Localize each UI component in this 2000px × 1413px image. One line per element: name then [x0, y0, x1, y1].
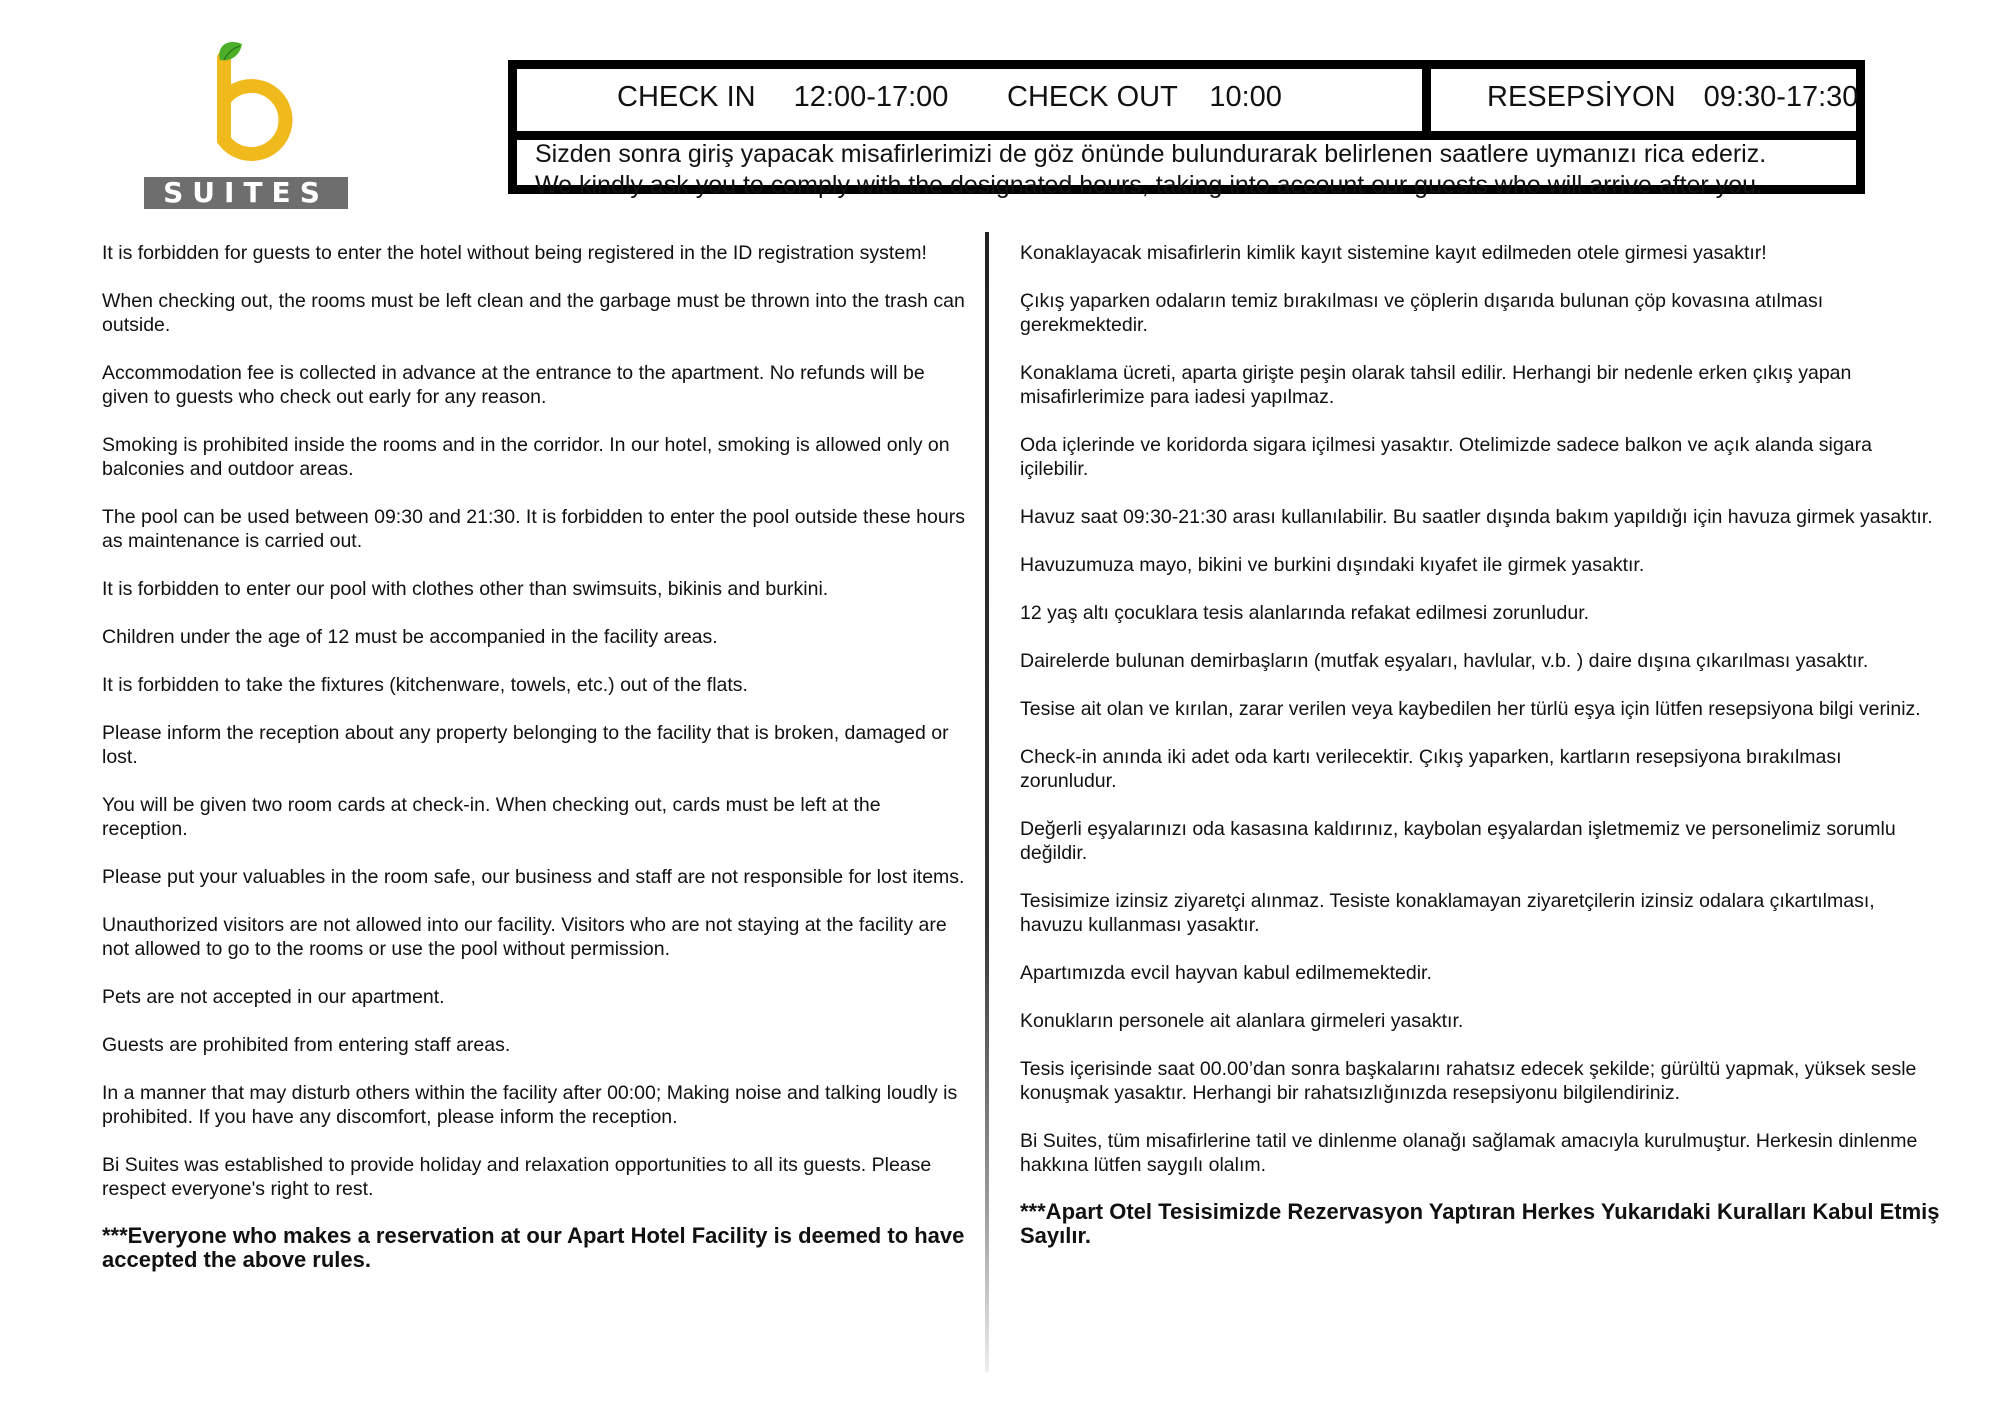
reception-time: 09:30-17:30	[1703, 81, 1859, 113]
hours-panel	[508, 60, 1865, 199]
rule-en: Pets are not accepted in our apartment.	[102, 986, 445, 1008]
rule-en: You will be given two room cards at check-in. When checking out, cards must be left at the reception.	[102, 794, 881, 840]
brand-name: SUITES	[144, 177, 348, 209]
hours-note-tr: Sizden sonra giriş yapacak misafirlerimizi de göz önünde bulundurarak belirlenen saatlere uymanızı rica ederiz.	[535, 140, 1767, 168]
rules-turkish	[1020, 241, 1940, 1272]
rules-acceptance-tr: ***Apart Otel Tesisimizde Rezervasyon Yaptıran Herkes Yukarıdaki Kuralları Kabul Etmiş Sayılır.	[1020, 1199, 1940, 1248]
rule-en: Accommodation fee is collected in advance at the entrance to the apartment. No refunds will be given to guests who check out early for any reason.	[102, 362, 925, 408]
rule-en: Children under the age of 12 must be accompanied in the facility areas.	[102, 626, 718, 648]
rule-tr: Dairelerde bulunan demirbaşların (mutfak eşyaları, havlular, v.b. ) daire dışına çıkarılması yasaktır.	[1020, 650, 1869, 672]
rule-en: It is forbidden for guests to enter the hotel without being registered in the ID registration system!	[102, 242, 927, 264]
checkout-time: 10:00	[1209, 81, 1282, 113]
bi-logo-icon	[180, 40, 310, 175]
rules-acceptance-en: ***Everyone who makes a reservation at our Apart Hotel Facility is deemed to have accepted the above rules.	[102, 1223, 965, 1272]
checkin-label: CHECK IN	[617, 81, 756, 113]
rule-en: Unauthorized visitors are not allowed into our facility. Visitors who are not staying at the facility are not allowed to go to the rooms or use the pool without permission.	[102, 914, 947, 960]
checkout-label: CHECK OUT	[1007, 81, 1178, 113]
rule-en: When checking out, the rooms must be left clean and the garbage must be thrown into the trash can outside.	[102, 290, 965, 336]
rule-en: It is forbidden to enter our pool with clothes other than swimsuits, bikinis and burkini.	[102, 578, 829, 600]
rule-en: In a manner that may disturb others within the facility after 00:00; Making noise and talking loudly is prohibited. If you have any discomfort, please inform the reception.	[102, 1082, 958, 1128]
hours-note	[535, 139, 1766, 201]
rule-tr: Oda içlerinde ve koridorda sigara içilmesi yasaktır. Otelimizde sadece balkon ve açık alanda sigara içilebilir.	[1020, 434, 1872, 480]
rule-en: Please put your valuables in the room safe, our business and staff are not responsible for lost items.	[102, 866, 965, 888]
rule-en: Guests are prohibited from entering staff areas.	[102, 1034, 511, 1056]
rule-en: Please inform the reception about any property belonging to the facility that is broken, damaged or lost.	[102, 722, 949, 768]
rule-tr: 12 yaş altı çocuklara tesis alanlarında refakat edilmesi zorunludur.	[1020, 602, 1590, 624]
rule-tr: Tesisimize izinsiz ziyaretçi alınmaz. Tesiste konaklamayan ziyaretçilerin izinsiz odalara çıkartılması, havuzu kullanması yasaktır.	[1020, 890, 1875, 936]
rule-tr: Konukların personele ait alanlara girmeleri yasaktır.	[1020, 1010, 1464, 1032]
rules-english	[102, 241, 970, 1296]
hours-note-en: We kindly ask you to comply with the designated hours, taking into account our guests who will arrive after you.	[535, 171, 1763, 199]
checkin-info	[617, 81, 948, 114]
rule-tr: Apartımızda evcil hayvan kabul edilmemektedir.	[1020, 962, 1432, 984]
rule-en: It is forbidden to take the fixtures (kitchenware, towels, etc.) out of the flats.	[102, 674, 748, 696]
rule-en: Smoking is prohibited inside the rooms and in the corridor. In our hotel, smoking is allowed only on balconies and outdoor areas.	[102, 434, 950, 480]
reception-label: RESEPSİYON	[1487, 81, 1676, 113]
checkout-info	[1007, 81, 1282, 114]
rule-en: The pool can be used between 09:30 and 21:30. It is forbidden to enter the pool outside these hours as maintenance is carried out.	[102, 506, 965, 552]
rule-tr: Değerli eşyalarınızı oda kasasına kaldırınız, kaybolan eşyalardan işletmemiz ve personelimiz sorumlu değildir.	[1020, 818, 1896, 864]
rule-tr: Bi Suites, tüm misafirlerine tatil ve dinlenme olanağı sağlamak amacıyla kurulmuştur. Herkesin dinlenme hakkına lütfen saygılı olalım.	[1020, 1130, 1918, 1176]
column-divider	[985, 232, 989, 1372]
rule-en: Bi Suites was established to provide holiday and relaxation opportunities to all its guests. Please respect everyone's right to rest.	[102, 1154, 932, 1200]
rule-tr: Havuzumuza mayo, bikini ve burkini dışındaki kıyafet ile girmek yasaktır.	[1020, 554, 1645, 576]
rule-tr: Konaklama ücreti, aparta girişte peşin olarak tahsil edilir. Herhangi bir nedenle erken çıkış yapan misafirlerimize para iadesi yapılmaz.	[1020, 362, 1852, 408]
rule-tr: Check-in anında iki adet oda kartı verilecektir. Çıkış yaparken, kartların resepsiyona bırakılması zorunludur.	[1020, 746, 1842, 792]
rule-tr: Çıkış yaparken odaların temiz bırakılması ve çöplerin dışarıda bulunan çöp kovasına atılması gerekmektedir.	[1020, 290, 1824, 336]
rule-tr: Havuz saat 09:30-21:30 arası kullanılabilir. Bu saatler dışında bakım yapıldığı için havuza girmek yasaktır.	[1020, 506, 1933, 528]
rule-tr: Konaklayacak misafirlerin kimlik kayıt sistemine kayıt edilmeden otele girmesi yasaktır!	[1020, 242, 1767, 264]
reception-info	[1487, 81, 1858, 114]
rule-tr: Tesis içerisinde saat 00.00’dan sonra başkalarını rahatsız edecek şekilde; gürültü yapmak, yüksek sesle konuşmak yasaktır. Herhangi bir rahatsızlığınızda resepsiyonu bilgilendiriniz.	[1020, 1058, 1917, 1104]
hours-top-row	[517, 69, 1859, 140]
brand-logo	[140, 40, 350, 210]
checkin-checkout-cell	[517, 69, 1431, 131]
rule-tr: Tesise ait olan ve kırılan, zarar verilen veya kaybedilen her türlü eşya için lütfen resepsiyona bilgi veriniz.	[1020, 698, 1921, 720]
reception-cell	[1431, 69, 1859, 131]
checkin-time: 12:00-17:00	[793, 81, 949, 113]
